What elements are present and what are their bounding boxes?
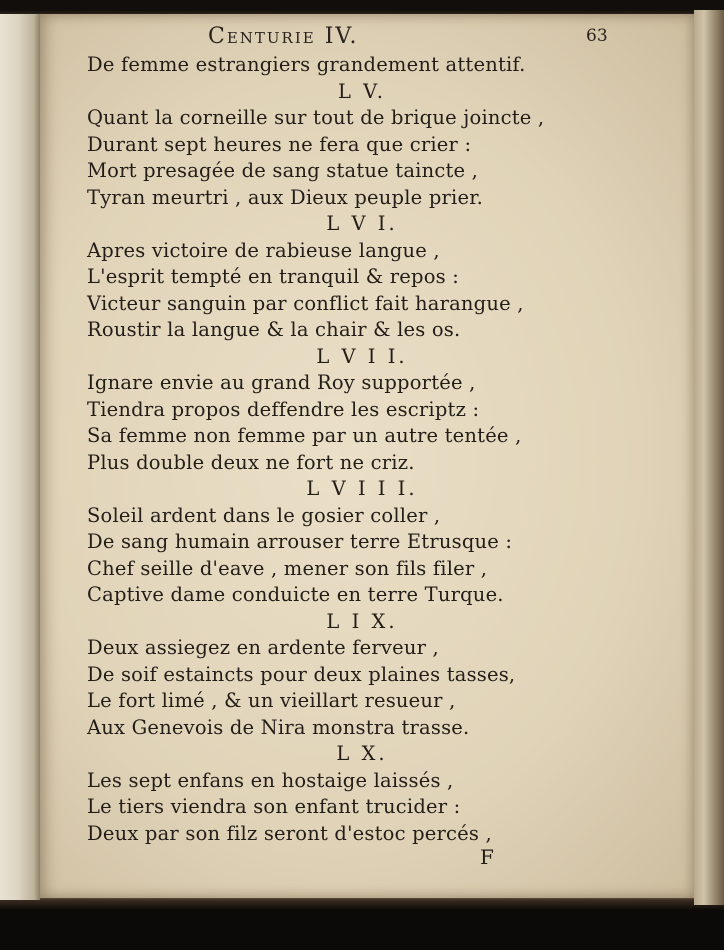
verse-line: De sang humain arrouser terre Etrusque :	[87, 530, 513, 553]
verse-line: Le fort limé , & un vieillart resueur ,	[87, 689, 456, 712]
verse-line: Tiendra propos deffendre les escriptz :	[87, 397, 480, 421]
book-page	[40, 14, 694, 898]
verse-line: De femme estrangiers grandement attentif.	[87, 53, 526, 76]
verse-line: Chef seille d'eave , mener son fils filer ,	[87, 556, 488, 580]
verse-line: Victeur sanguin par conflict fait harangue ,	[87, 291, 524, 315]
quatrain-number: L X.	[336, 742, 388, 765]
left-page-edge	[0, 14, 40, 900]
quatrain-text	[87, 52, 677, 847]
verse-line: Les sept enfans en hostaige laissés ,	[87, 768, 454, 792]
verse-line: Deux par son filz seront d'estoc percés ,	[87, 821, 492, 845]
quatrain-number: L I X.	[326, 609, 398, 633]
verse-line: De soif estaincts pour deux plaines tasses,	[87, 662, 516, 686]
verse-line: L'esprit tempté en tranquil & repos :	[87, 265, 460, 288]
verse-line: Durant sept heures ne fera que crier :	[87, 132, 472, 156]
verse-line: Deux assiegez en ardente ferveur ,	[87, 636, 439, 659]
page-title: Centurie IV.	[208, 24, 359, 49]
verse-line: Mort presagée de sang statue taincte ,	[87, 159, 479, 182]
page-number: 63	[586, 26, 608, 46]
quatrain-number: L V I I I.	[306, 477, 418, 500]
verse-line: Roustir la langue & la chair & les os.	[87, 318, 461, 341]
verse-line: Aux Genevois de Nira monstra trasse.	[87, 715, 470, 739]
quatrain-number: L V.	[337, 79, 387, 103]
verse-line: Captive dame conduicte en terre Turque.	[87, 583, 504, 606]
quatrain-number: L V I.	[326, 212, 398, 235]
verse-line: Ignare envie au grand Roy supportée ,	[87, 371, 476, 394]
quatrain-number: L V I I.	[316, 344, 408, 368]
verse-line: Le tiers viendra son enfant trucider :	[87, 795, 461, 818]
verse-line: Quant la corneille sur tout de brique joincte ,	[87, 106, 545, 129]
right-page-edge	[694, 10, 724, 905]
verse-line: Sa femme non femme par un autre tentée ,	[87, 424, 522, 447]
verse-line: Apres victoire de rabieuse langue ,	[87, 238, 440, 262]
verse-line: Tyran meurtri , aux Dieux peuple prier.	[87, 185, 483, 209]
catchword: F	[480, 845, 494, 869]
verse-line: Soleil ardent dans le gosier coller ,	[87, 503, 441, 527]
verse-line: Plus double deux ne fort ne criz.	[87, 450, 415, 474]
